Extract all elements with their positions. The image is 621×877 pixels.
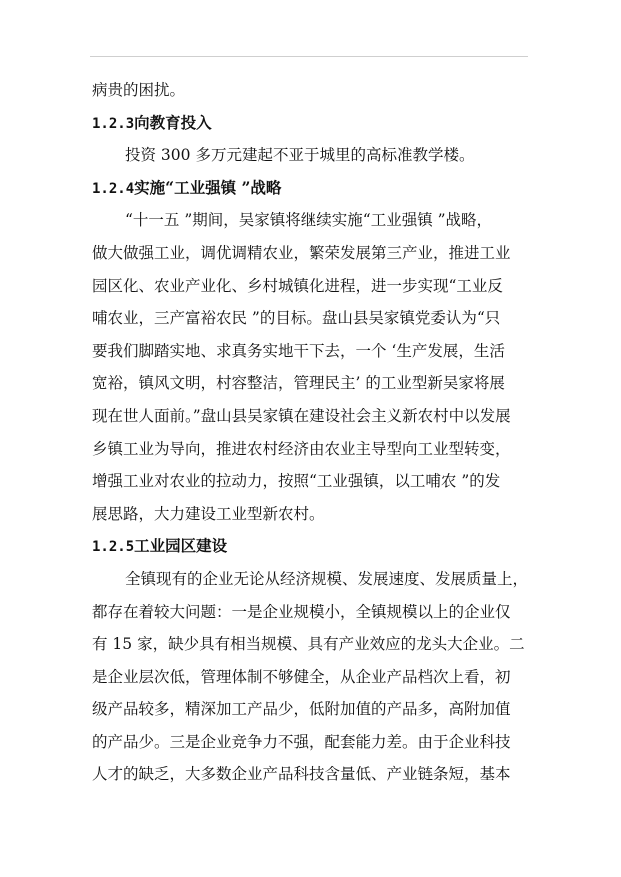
paragraph-line: 要我们脚踏实地、求真务实地干下去，一个 ‘生产发展，生活 — [92, 341, 505, 360]
section-number: 1.2.4 — [92, 180, 135, 197]
paragraph-line: 增强工业对农业的拉动力，按照“工业强镇，以工哺农 ”的发 — [92, 472, 501, 491]
paragraph-line: 园区化、农业产业化、乡村城镇化进程，进一步实现“工业反 — [92, 276, 503, 295]
paragraph-line: 病贵的困扰。 — [92, 81, 186, 99]
section-number: 1.2.5 — [92, 539, 135, 556]
section-title: 实施“工业强镇 ”战略 — [134, 177, 282, 197]
paragraph-line: 展思路，大力建设工业型新农村。 — [92, 504, 325, 523]
paragraph-line: 投资 300 多万元建起不亚于城里的高标准教学楼。 — [125, 146, 475, 165]
paragraph-line: 乡镇工业为导向，推进农村经济由农业主导型向工业型转变， — [92, 439, 511, 458]
section-heading-1-2-5 — [92, 530, 520, 563]
paragraph-line: “十一五 ”期间，吴家镇将继续实施“工业强镇 ”战略， — [125, 211, 493, 230]
paragraph-line: 都存在着较大问题：一是企业规模小，全镇规模以上的企业仅 — [92, 602, 511, 621]
section-title: 向教育投入 — [134, 112, 212, 132]
paragraph-line: 哺农业，三产富裕农民 ”的目标。盘山县吴家镇党委认为“只 — [92, 309, 501, 328]
header-rule — [90, 56, 528, 57]
paragraph-line: 的产品少。三是企业竞争力不强，配套能力差。由于企业科技 — [92, 732, 511, 751]
paragraph-line: 宽裕，镇风文明，村容整洁，管理民主’ 的工业型新吴家将展 — [92, 374, 505, 393]
section-heading-1-2-4 — [92, 172, 520, 205]
paragraph-line: 做大做强工业，调优调精农业，繁荣发展第三产业，推进工业 — [92, 243, 511, 262]
section-number: 1.2.3 — [92, 115, 135, 132]
paragraph-line: 级产品较多，精深加工产品少，低附加值的产品多，高附加值 — [92, 700, 511, 719]
paragraph-line: 是企业层次低，管理体制不够健全，从企业产品档次上看，初 — [92, 667, 511, 686]
section-title: 工业园区建设 — [134, 536, 228, 556]
paragraph-line: 有 15 家，缺少具有相当规模、具有产业效应的龙头大企业。二 — [92, 635, 525, 654]
paragraph-line: 人才的缺乏，大多数企业产品科技含量低、产业链条短，基本 — [92, 765, 511, 784]
paragraph-line: 全镇现有的企业无论从经济规模、发展速度、发展质量上， — [125, 569, 529, 588]
section-heading-1-2-3 — [92, 107, 520, 140]
document-body — [92, 74, 529, 791]
paragraph-line: 现在世人面前。”盘山县吴家镇在建设社会主义新农村中以发展 — [92, 406, 511, 425]
